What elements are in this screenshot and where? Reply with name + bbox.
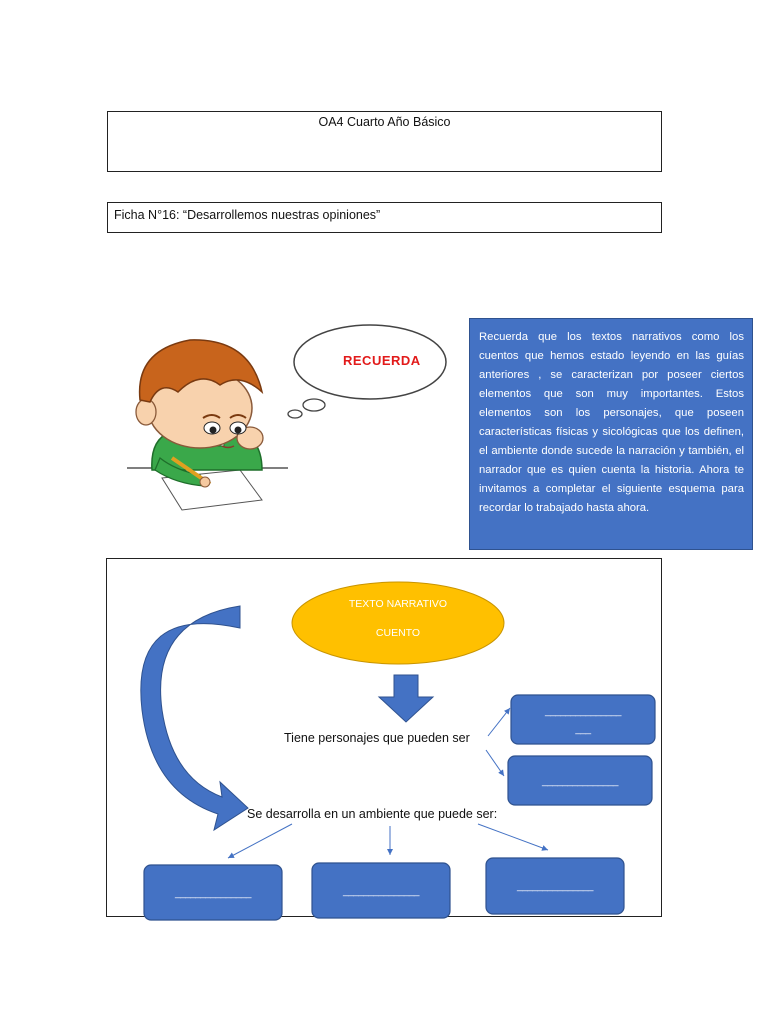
- page-title: OA4 Cuarto Año Básico: [318, 115, 451, 129]
- texto-narrativo-oval: [292, 582, 504, 664]
- blank-personaje-1b[interactable]: ___: [575, 724, 591, 735]
- blank-ambiente-2[interactable]: _______________: [343, 886, 419, 897]
- blank-ambiente-1[interactable]: _______________: [175, 888, 251, 899]
- recuerda-panel: Recuerda que los textos narrativos como los cuentos que hemos estado leyendo en las guías anteriores , se caracterizan por poseer ciertos elementos que son muy importantes. Estos elementos son los personajes, que poseen características físicas y sicológicas que los definen, el ambiente donde sucede la narración y también, el narrador que es quien cuenta la historia. Ahora te invitamos a completar el siguiente esquema para recordar lo trabajado hasta ahora.: [469, 318, 753, 550]
- down-arrow-icon: [379, 675, 433, 722]
- blank-ambiente-3[interactable]: _______________: [517, 881, 593, 892]
- personajes-label: Tiene personajes que pueden ser: [284, 731, 470, 745]
- ficha-title: Ficha N°16: “Desarrollemos nuestras opiniones”: [114, 208, 381, 222]
- curved-arrow-icon: [141, 606, 248, 830]
- blank-personaje-2[interactable]: _______________: [542, 776, 618, 787]
- ambiente-label: Se desarrolla en un ambiente que puede ser:: [247, 807, 498, 821]
- oval-line-1: TEXTO NARRATIVO: [348, 598, 448, 610]
- answer-box-personaje-1: [511, 695, 655, 744]
- blank-personaje-1a[interactable]: _______________: [545, 706, 621, 717]
- oval-line-2: CUENTO: [375, 627, 421, 639]
- bubble-word: RECUERDA: [343, 353, 421, 368]
